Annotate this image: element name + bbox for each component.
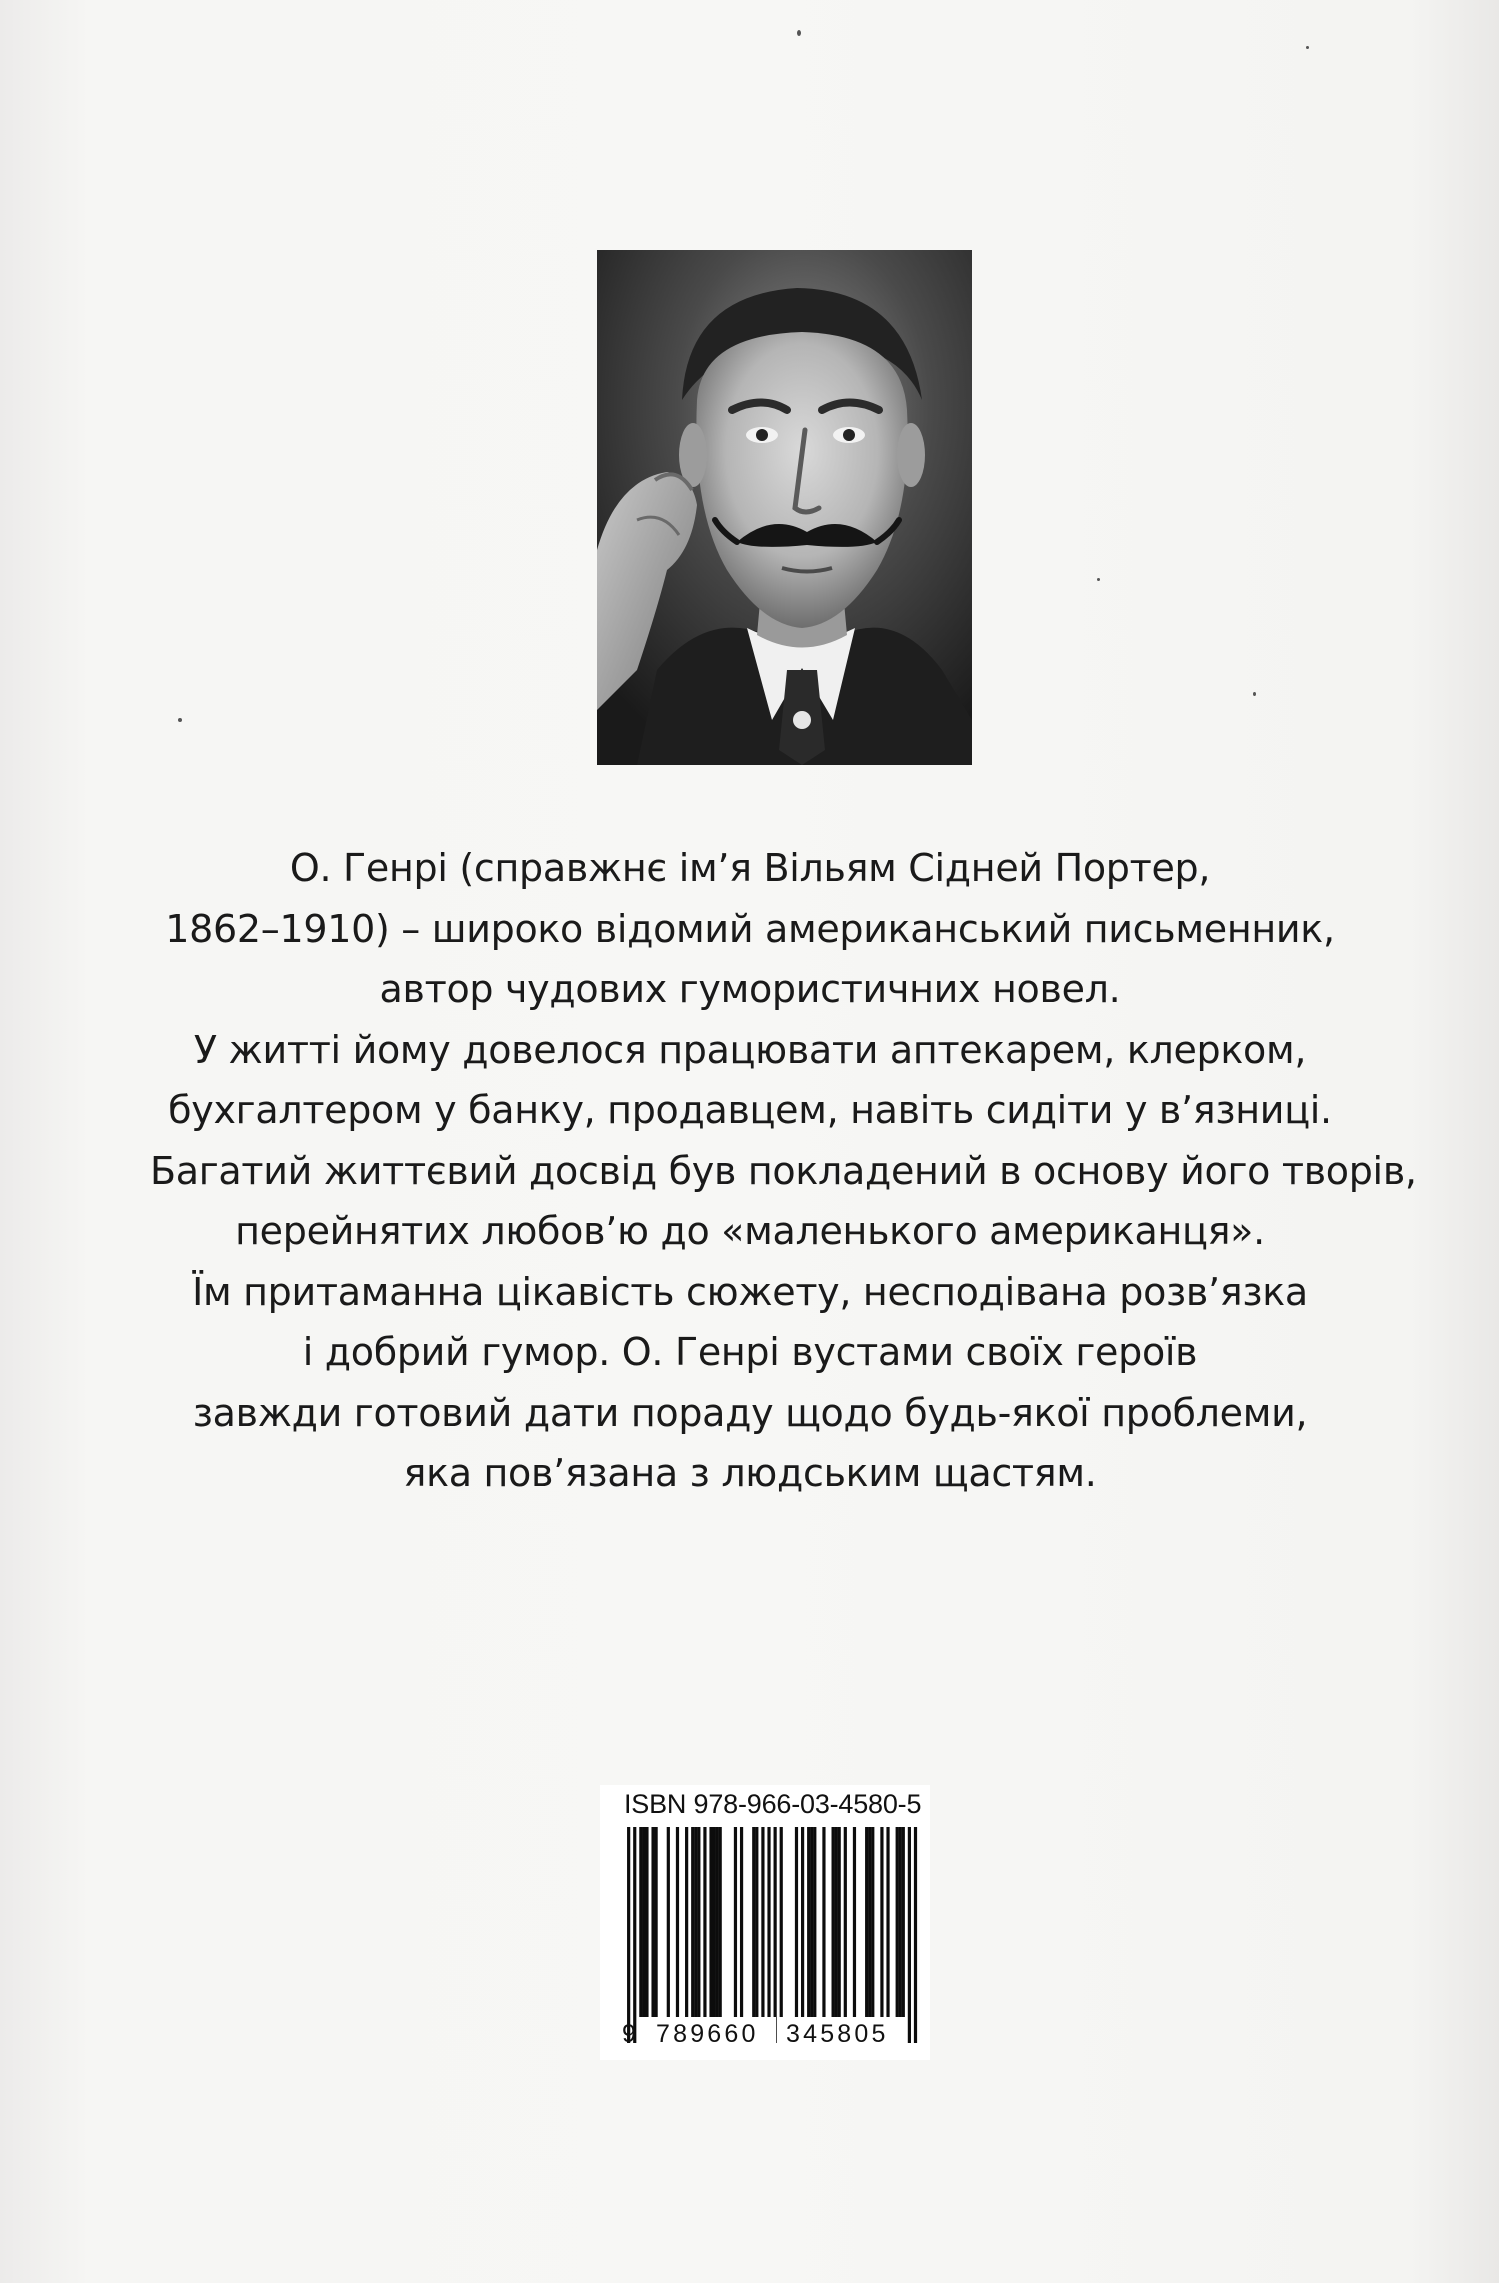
portrait-image xyxy=(597,250,972,765)
barcode-bar xyxy=(667,1827,670,2017)
barcode-bar xyxy=(755,1827,758,2017)
barcode-bar xyxy=(691,1827,694,2017)
barcode-bar xyxy=(655,1827,658,2017)
barcode-digits-left: 789660 xyxy=(654,2017,776,2051)
barcode-bar xyxy=(642,1827,645,2017)
barcode-bar xyxy=(740,1827,743,2017)
description-line: У житті йому довелося працювати аптекарем, клерком, xyxy=(193,1027,1307,1072)
barcode-bar xyxy=(734,1827,737,2017)
barcode-bar xyxy=(801,1827,804,2017)
print-speck xyxy=(1253,692,1256,696)
barcode-bar xyxy=(899,1827,902,2017)
barcode-bar xyxy=(896,1827,899,2017)
description-line: яка пов’язана з людським щастям. xyxy=(403,1451,1097,1495)
barcode-bar xyxy=(813,1827,816,2017)
barcode-bar xyxy=(780,1827,783,2017)
barcode-bar xyxy=(807,1827,810,2017)
barcode-bar xyxy=(902,1827,905,2017)
barcode-digits-right: 345805 xyxy=(784,2017,906,2051)
description-line: 1862–1910) – широко відомий американський письменник, xyxy=(165,906,1335,951)
barcode-bar xyxy=(871,1827,874,2017)
print-speck xyxy=(797,30,801,36)
barcode-bar xyxy=(651,1827,654,2017)
barcode-bar xyxy=(838,1827,841,2017)
print-speck xyxy=(178,718,182,722)
description-line: О. Генрі (справжнє ім’я Вільям Сідней Портер, xyxy=(289,846,1211,890)
description-line: автор чудових гумористичних новел. xyxy=(379,967,1121,1011)
barcode-bar xyxy=(676,1827,679,2017)
barcode-bar xyxy=(761,1827,764,2017)
isbn-barcode xyxy=(600,1785,930,2060)
barcode-bar xyxy=(868,1827,871,2017)
barcode-bar xyxy=(703,1827,706,2017)
print-speck xyxy=(1306,46,1309,49)
isbn-label: ISBN 978-966-03-4580-5 xyxy=(624,1789,922,1819)
barcode-bar xyxy=(865,1827,868,2017)
barcode-bar xyxy=(716,1827,719,2017)
print-speck xyxy=(1097,578,1100,581)
barcode-bar xyxy=(795,1827,798,2017)
barcode-bar xyxy=(709,1827,712,2017)
barcode-bar xyxy=(853,1827,856,2017)
description-line: Їм притаманна цікавість сюжету, несподівана розв’язка xyxy=(192,1269,1308,1314)
barcode-bar xyxy=(633,1827,636,2043)
barcode-bar xyxy=(822,1827,825,2017)
barcode-bar xyxy=(712,1827,715,2017)
description-line: завжди готовий дати пораду щодо будь-якої проблеми, xyxy=(192,1390,1308,1435)
barcode-bar xyxy=(719,1827,722,2017)
author-portrait xyxy=(597,250,972,765)
description-line: бухгалтером у банку, продавцем, навіть сидіти у в’язниці. xyxy=(168,1088,1332,1132)
author-description xyxy=(150,838,1417,1504)
barcode-bar xyxy=(627,1827,630,2043)
barcode-bar xyxy=(835,1827,838,2017)
barcode-bars xyxy=(624,1827,920,2051)
barcode-bar xyxy=(810,1827,813,2017)
barcode-digit-prefix: 9 xyxy=(622,2020,636,2048)
description-line: перейнятих любов’ю до «маленького американця». xyxy=(235,1209,1265,1253)
description-line: Багатий життєвий досвід був покладений в основу його творів, xyxy=(150,1148,1417,1193)
barcode-bar xyxy=(914,1827,917,2043)
barcode-bar xyxy=(774,1827,777,2043)
barcode-bar xyxy=(697,1827,700,2017)
barcode-bar xyxy=(886,1827,889,2017)
barcode-bar xyxy=(685,1827,688,2017)
barcode-bar xyxy=(767,1827,770,2043)
barcode-bar xyxy=(844,1827,847,2017)
barcode-bar xyxy=(832,1827,835,2017)
barcode-bar xyxy=(752,1827,755,2017)
barcode-bar xyxy=(908,1827,911,2043)
barcode-bar xyxy=(880,1827,883,2017)
barcode-bar xyxy=(645,1827,648,2017)
description-line: і добрий гумор. О. Генрі вустами своїх героїв xyxy=(302,1330,1198,1374)
barcode-bar xyxy=(694,1827,697,2017)
barcode-bar xyxy=(639,1827,642,2017)
